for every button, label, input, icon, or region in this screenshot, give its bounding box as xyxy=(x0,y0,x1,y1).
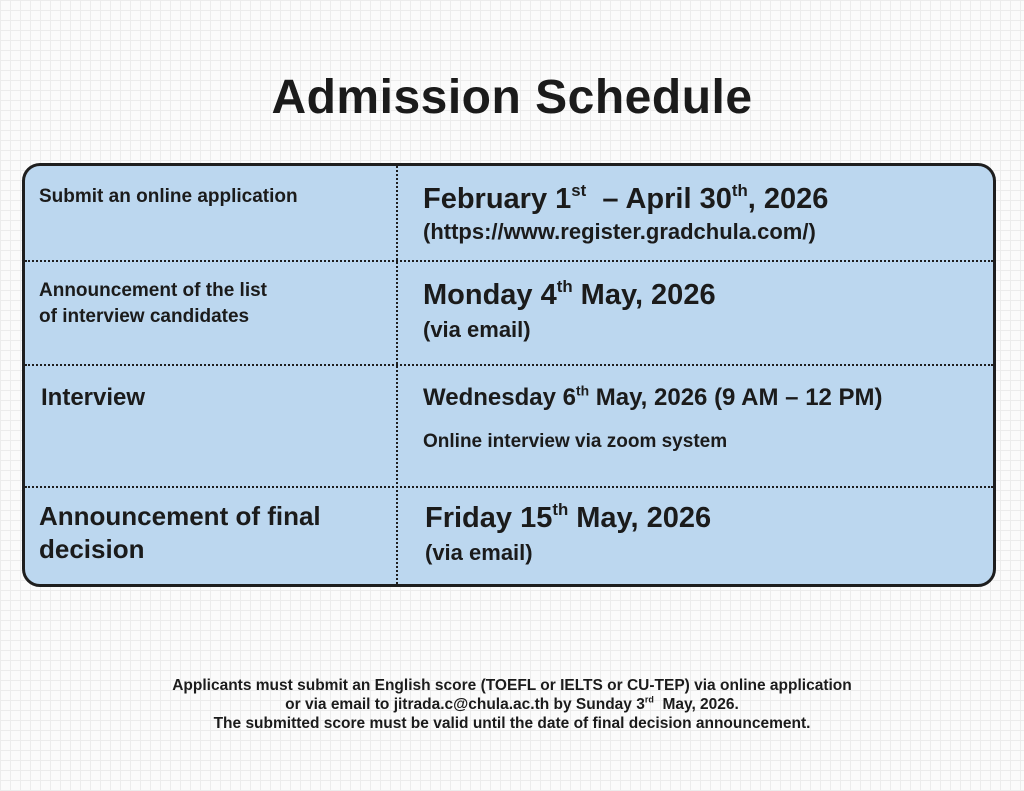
row-date-interview: Wednesday 6th May, 2026 (9 AM – 12 PM) xyxy=(423,382,883,411)
row-divider xyxy=(25,260,993,262)
footnote xyxy=(0,676,1024,733)
row-detail-interview-list: (via email) xyxy=(423,317,531,342)
row-label-interview: Interview xyxy=(41,384,146,411)
row-detail-interview: Online interview via zoom system xyxy=(423,431,728,452)
row-date-submit-application: February 1st – April 30th, 2026 xyxy=(423,181,829,215)
row-date-interview-list: Monday 4th May, 2026 xyxy=(423,277,716,311)
row-detail-register-url: (https://www.register.gradchula.com/) xyxy=(423,219,816,244)
footnote-line: Applicants must submit an English score (TOEFL or IELTS or CU-TEP) via online application xyxy=(172,677,852,694)
footnote-line: The submitted score must be valid until the date of final decision announcement. xyxy=(213,715,811,732)
row-label-final-decision: Announcement of final decision xyxy=(39,501,321,564)
row-detail-final-decision: (via email) xyxy=(425,540,533,565)
row-date-final-decision: Friday 15th May, 2026 xyxy=(425,500,712,534)
row-divider xyxy=(25,364,993,366)
schedule-table xyxy=(22,163,996,587)
footnote-line: or via email to jitrada.c@chula.ac.th by Sunday 3rd May, 2026. xyxy=(285,694,739,713)
row-label-submit-application: Submit an online application xyxy=(39,186,298,207)
column-divider xyxy=(396,166,398,584)
row-label-interview-list: Announcement of the list of interview candidates xyxy=(39,280,267,327)
row-divider xyxy=(25,486,993,488)
page-title: Admission Schedule xyxy=(271,71,753,124)
